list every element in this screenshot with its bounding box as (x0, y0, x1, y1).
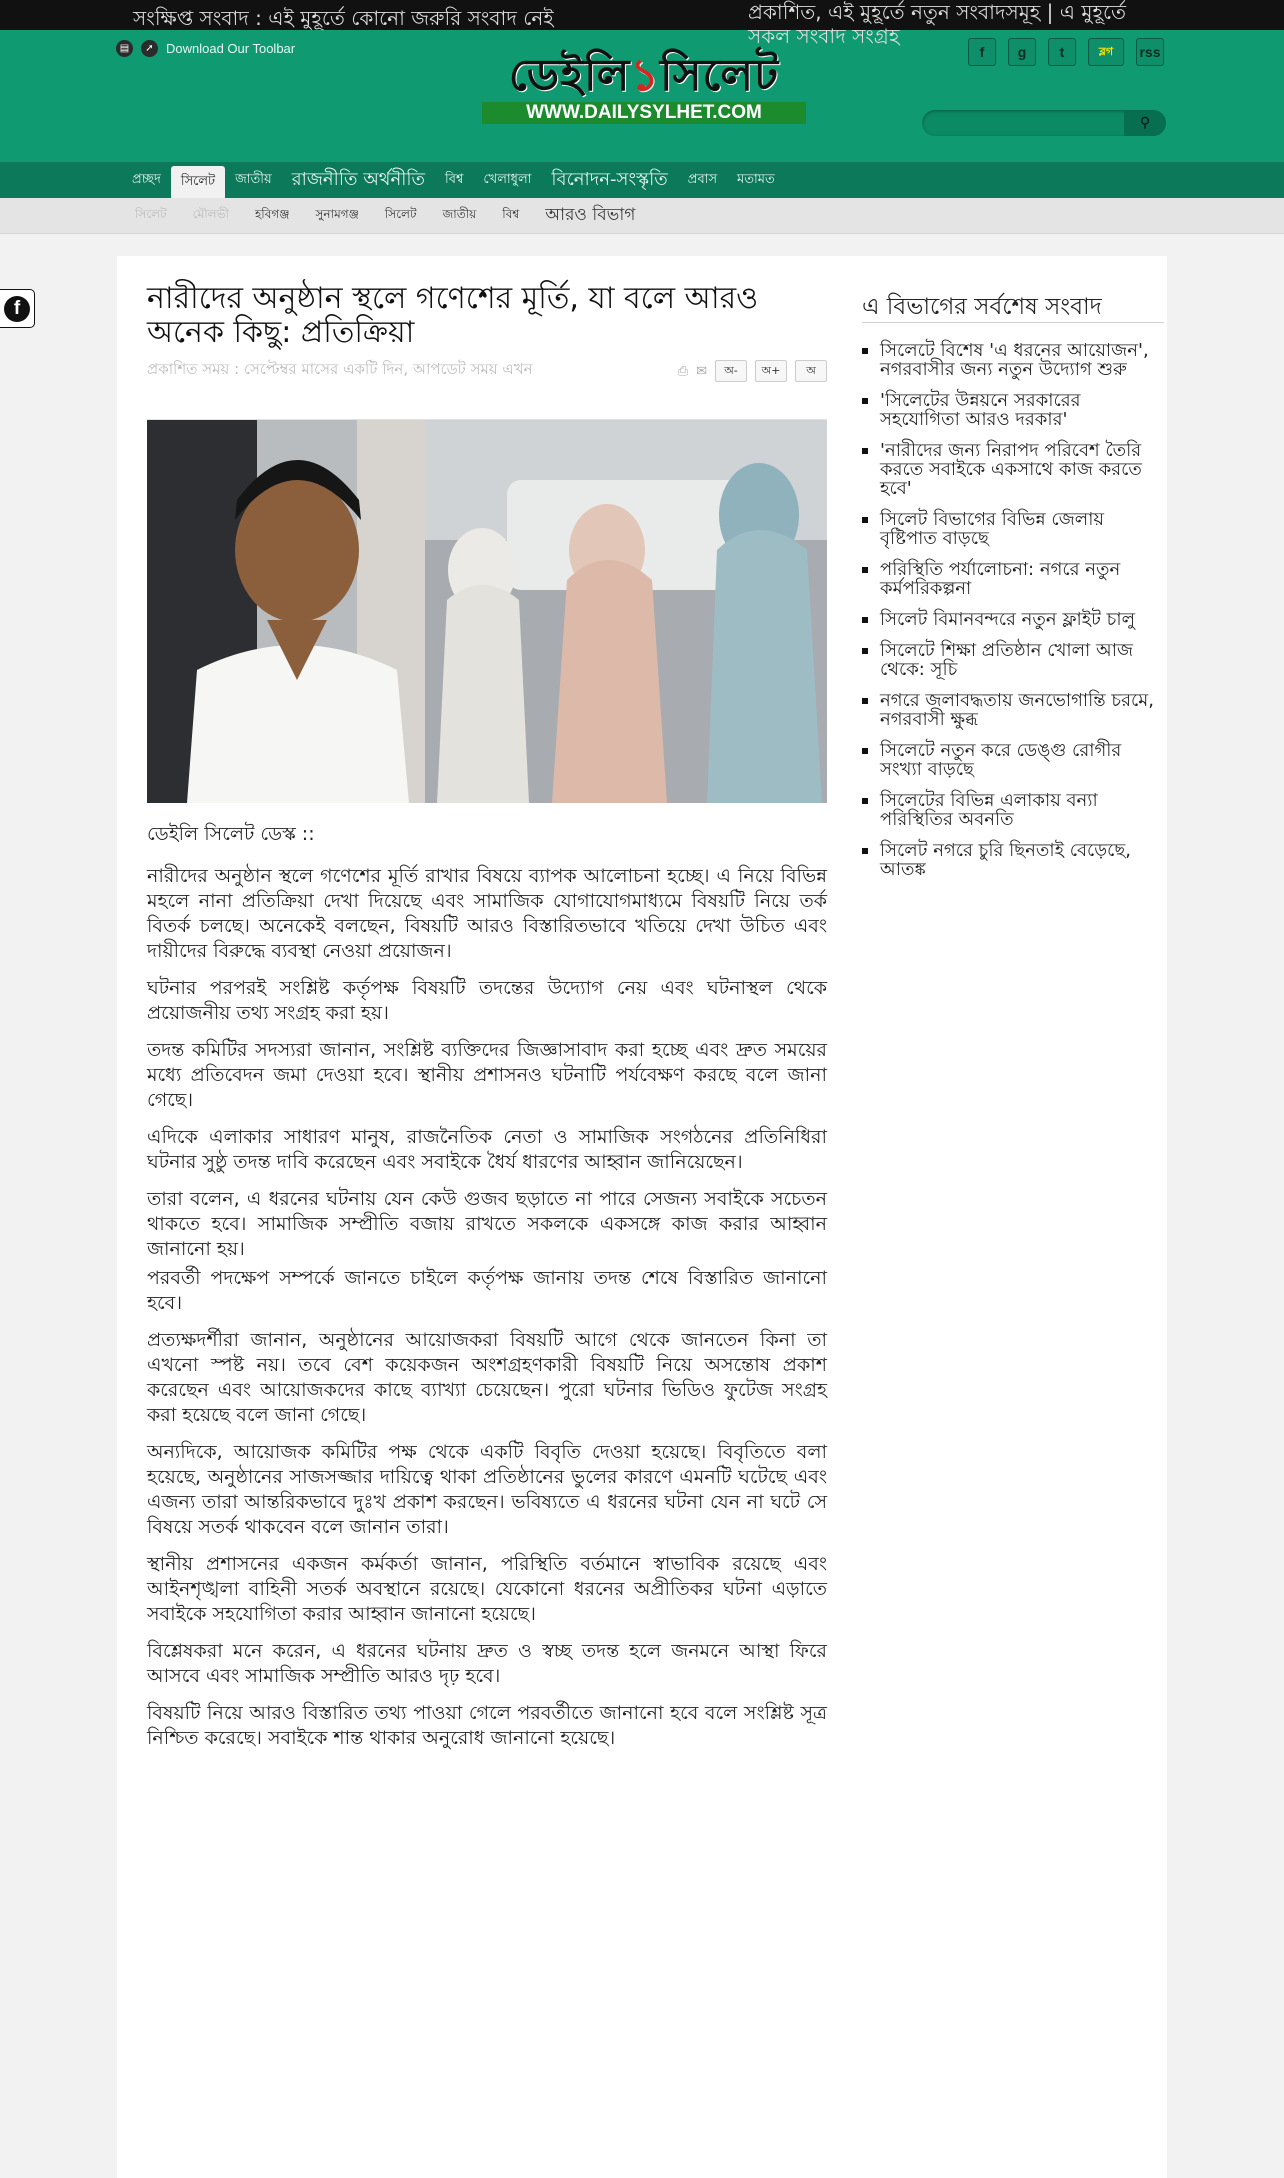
article-paragraph: স্থানীয় প্রশাসনের একজন কর্মকর্তা জানান, পরিস্থিতি বর্তমানে স্বাভাবিক রয়েছে এবং আইনশৃঙ্খলা বাহিনী সতর্ক অবস্থানে রয়েছে। যেকোনো ধরনের অপ্রীতিকর ঘটনা এড়াতে সবাইকে সহযোগিতা করার আহ্বান জানানো হয়েছে। (147, 1553, 827, 1625)
font-increase-button[interactable]: অ+ (755, 360, 787, 382)
nav-item-opinion[interactable]: মতামত (737, 172, 775, 187)
sidebar-news-link[interactable]: নগরে জলাবদ্ধতায় জনভোগান্তি চরমে, নগরবাসী ক্ষুব্ধ (862, 691, 1164, 729)
sidebar-news-list (862, 341, 1164, 879)
nav-item-probash[interactable]: প্রবাস (687, 172, 718, 187)
download-toolbar-label: Download Our Toolbar (166, 41, 296, 56)
nav-item-sylhet[interactable]: সিলেট (171, 166, 225, 198)
article-paragraph: তদন্ত কমিটির সদস্যরা জানান, সংশ্লিষ্ট ব্যক্তিদের জিজ্ঞাসাবাদ করা হচ্ছে এবং দ্রুত সময়ের মধ্যে প্রতিবেদন জমা দেওয়া হবে। স্থানীয় প্রশাসনও ঘটনাটি পর্যবেক্ষণ করছে বলে জানা গেছে। (147, 1039, 827, 1111)
logo-url-text: WWW.DAILYSYLHET.COM (482, 102, 806, 124)
sidebar-news-link[interactable]: 'নারীদের জন্য নিরাপদ পরিবেশ তৈরি করতে সবাইকে একসাথে কাজ করতে হবে' (862, 441, 1164, 498)
article-paragraph: বিষয়টি নিয়ে আরও বিস্তারিত তথ্য পাওয়া গেলে পরবর্তীতে জানানো হবে বলে সংশ্লিষ্ট সূত্র নিশ্চিত করেছে। সবাইকে শান্ত থাকার অনুরোধ জানানো হয়েছে। (147, 1702, 827, 1749)
facebook-icon: f (4, 296, 30, 322)
article-paragraph: অন্যদিকে, আয়োজক কমিটির পক্ষ থেকে একটি বিবৃতি দেওয়া হয়েছে। বিবৃতিতে বলা হয়েছে, অনুষ্ঠানের সাজসজ্জার দায়িত্বে থাকা প্রতিষ্ঠানের ভুলের কারণে এমনটি ঘটেছে এবং এজন্য তারা আন্তরিকভাবে দুঃখ প্রকাশ করছেন। ভবিষ্যতে এ ধরনের ঘটনা যেন না ঘটে সে বিষয়ে সতর্ক থাকবেন বলে জানান তারা। (147, 1441, 827, 1538)
article-paragraph: পরবর্তী পদক্ষেপ সম্পর্কে জানতে চাইলে কর্তৃপক্ষ জানায় তদন্ত শেষে বিস্তারিত জানানো হবে। (147, 1267, 827, 1314)
sidebar-news-link[interactable]: সিলেটে শিক্ষা প্রতিষ্ঠান খোলা আজ থেকে: সূচি (862, 641, 1164, 679)
ticker-right-text[interactable]: প্রকাশিত, এই মুহূর্তে নতুন সংবাদসমূহ | এ মুহূর্তে সকল সংবাদ সংগ্রহ (748, 0, 1126, 48)
site-logo[interactable] (472, 48, 816, 128)
nav-item-national[interactable]: জাতীয় (235, 172, 272, 187)
rss-icon[interactable]: rss (1136, 38, 1164, 66)
toolbar-icon: ▤ (116, 40, 133, 57)
logo-bengali-text: ডেইলি১সিলেট (508, 50, 780, 101)
sidebar-news-link[interactable]: সিলেটে বিশেষ 'এ ধরনের আয়োজন', নগরবাসীর জন্য নতুন উদ্যোগ শুরু (862, 341, 1164, 379)
sidebar-news-link[interactable]: সিলেটে নতুন করে ডেঙ্গু রোগীর সংখ্যা বাড়ছে (862, 741, 1164, 779)
latest-news-sidebar (862, 296, 1164, 891)
article-photo (147, 420, 827, 803)
search-input[interactable] (930, 113, 1120, 133)
sidebar-title: এ বিভাগের সর্বশেষ সংবাদ (862, 296, 1164, 323)
twitter-icon[interactable]: t (1048, 38, 1076, 66)
sidebar-news-link[interactable]: সিলেট বিভাগের বিভিন্ন জেলায় বৃষ্টিপাত বাড়ছে (862, 510, 1164, 548)
nav-item-entertainment[interactable]: বিনোদন-সংস্কৃতি (551, 169, 668, 190)
sidebar-news-link[interactable]: সিলেট নগরে চুরি ছিনতাই বেড়েছে, আতঙ্ক (862, 841, 1164, 879)
subnav-item[interactable]: আরও বিভাগ (545, 205, 636, 225)
google-plus-icon[interactable]: g (1008, 38, 1036, 66)
news-ticker (0, 0, 1284, 48)
subnav-item[interactable]: জাতীয় (442, 207, 477, 221)
sub-nav (0, 198, 1284, 234)
sidebar-news-link[interactable]: সিলেট বিমানবন্দরে নতুন ফ্লাইট চালু (862, 610, 1164, 629)
article-publish-info: প্রকাশিত সময় : সেপ্টেম্বর মাসের একটি দিন, আপডেট সময় এখন (147, 360, 533, 378)
article-header (147, 282, 827, 420)
subnav-item[interactable]: সুনামগঞ্জ (315, 207, 359, 221)
article-paragraph: বিশ্লেষকরা মনে করেন, এ ধরনের ঘটনায় দ্রুত ও স্বচ্ছ তদন্ত হলে জনমনে আস্থা ফিরে আসবে এবং সামাজিক সম্প্রীতি আরও দৃঢ় হবে। (147, 1640, 827, 1687)
article-byline: ডেইলি সিলেট ডেস্ক :: (147, 823, 315, 845)
subnav-item[interactable]: বিশ্ব (502, 207, 520, 221)
search-box (922, 110, 1166, 136)
subnav-item[interactable]: সিলেট (384, 207, 417, 221)
site-header (0, 30, 1284, 162)
nav-item-home[interactable]: প্রচ্ছদ (132, 172, 161, 187)
subnav-item[interactable]: মৌলভী (192, 207, 229, 221)
comment-icon[interactable]: ✉ (696, 363, 707, 379)
sidebar-news-link[interactable]: 'সিলেটের উন্নয়নে সরকারের সহযোগিতা আরও দরকার' (862, 391, 1164, 429)
article-paragraph: তারা বলেন, এ ধরনের ঘটনায় যেন কেউ গুজব ছড়াতে না পারে সেজন্য সবাইকে সচেতন থাকতে হবে। সামাজিক সম্প্রীতি বজায় রাখতে সকলকে একসঙ্গে কাজ করার আহ্বান জানানো হয়। (147, 1188, 827, 1260)
print-icon[interactable]: ⎙ (677, 363, 689, 379)
facebook-icon[interactable]: f (968, 38, 996, 66)
subnav-item[interactable]: সিলেট (135, 207, 167, 221)
article-paragraph: প্রত্যক্ষদর্শীরা জানান, অনুষ্ঠানের আয়োজকরা বিষয়টি আগে থেকে জানতেন কিনা তা এখনো স্পষ্ট নয়। তবে বেশ কয়েকজন অংশগ্রহণকারী বিষয়টি নিয়ে অসন্তোষ প্রকাশ করেছেন এবং আয়োজকদের কাছে ব্যাখ্যা চেয়েছেন। পুরো ঘটনার ভিডিও ফুটেজ সংগ্রহ করা হয়েছে বলে জানা গেছে। (147, 1329, 827, 1426)
nav-item-world[interactable]: বিশ্ব (445, 172, 464, 187)
subnav-item[interactable]: হবিগঞ্জ (254, 207, 290, 221)
nav-item-politics-economy[interactable]: রাজনীতি অর্থনীতি (291, 169, 425, 190)
article-body (147, 820, 827, 1763)
article-paragraph: ঘটনার পরপরই সংশ্লিষ্ট কর্তৃপক্ষ বিষয়টি তদন্তের উদ্যোগ নেয় এবং ঘটনাস্থল থেকে প্রয়োজনীয় তথ্য সংগ্রহ করা হয়। (147, 977, 827, 1024)
main-nav (0, 162, 1284, 198)
compass-icon: ➚ (141, 40, 158, 57)
sidebar-news-link[interactable]: সিলেটের বিভিন্ন এলাকায় বন্যা পরিস্থিতির অবনতি (862, 791, 1164, 829)
article-tools (678, 360, 827, 382)
blog-icon[interactable]: ব্লগ (1088, 38, 1124, 66)
download-toolbar-link[interactable] (116, 40, 295, 57)
sidebar-news-link[interactable]: পরিস্থিতি পর্যালোচনা: নগরে নতুন কর্মপরিকল্পনা (862, 560, 1164, 598)
ticker-left-text[interactable]: সংক্ষিপ্ত সংবাদ : এই মুহূর্তে কোনো জরুরি সংবাদ নেই (133, 6, 554, 30)
article-meta (147, 360, 827, 420)
article-paragraph: এদিকে এলাকার সাধারণ মানুষ, রাজনৈতিক নেতা ও সামাজিক সংগঠনের প্রতিনিধিরা ঘটনার সুষ্ঠু তদন্ত দাবি করেছেন এবং সবাইকে ধৈর্য ধারণের আহ্বান জানিয়েছেন। (147, 1126, 827, 1173)
facebook-float-button[interactable] (0, 289, 35, 328)
nav-item-sports[interactable]: খেলাধুলা (483, 172, 532, 187)
article-photo-illustration (147, 420, 827, 803)
article-headline: নারীদের অনুষ্ঠান স্থলে গণেশের মূর্তি, যা বলে আরও অনেক কিছু: প্রতিক্রিয়া (147, 281, 759, 350)
article-paragraph: নারীদের অনুষ্ঠান স্থলে গণেশের মূর্তি রাখার বিষয়ে ব্যাপক আলোচনা হচ্ছে। এ নিয়ে বিভিন্ন মহলে নানা প্রতিক্রিয়া দেখা দিয়েছে এবং সামাজিক যোগাযোগমাধ্যমে বিষয়টি নিয়ে তর্ক বিতর্ক চলছে। অনেকেই বলছেন, বিষয়টি আরও বিস্তারিতভাবে খতিয়ে দেখা উচিত এবং দায়ীদের বিরুদ্ধে ব্যবস্থা নেওয়া প্রয়োজন। (147, 865, 827, 962)
search-icon[interactable]: ⚲ (1124, 110, 1166, 136)
font-reset-button[interactable]: অ (795, 360, 827, 382)
font-decrease-button[interactable]: অ- (715, 360, 747, 382)
